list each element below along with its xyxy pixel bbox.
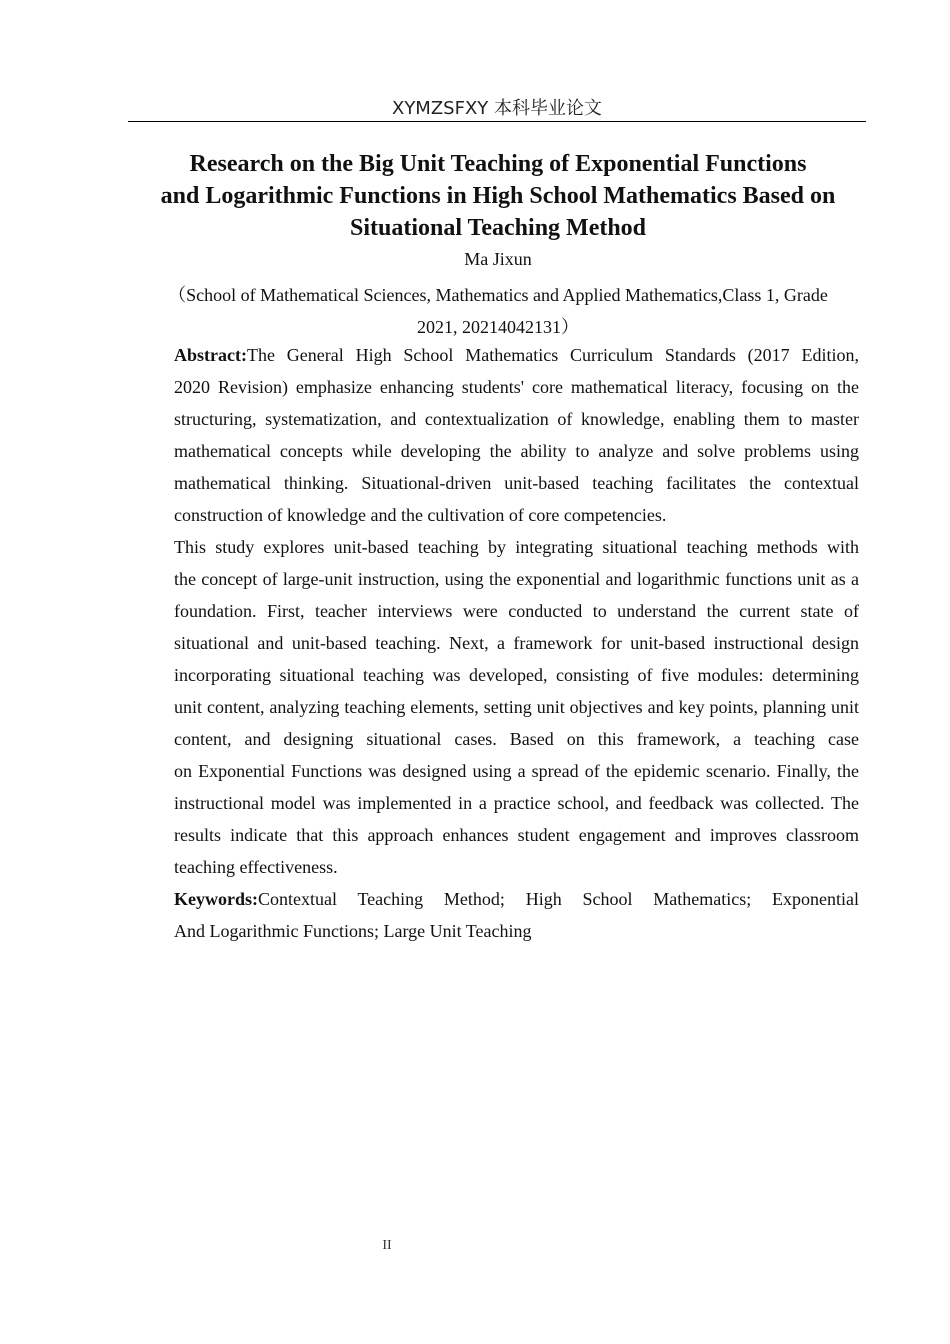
affiliation-line: 2021, 20214042131） xyxy=(417,317,579,337)
running-header-text: XYMZSFXY 本科毕业论文 xyxy=(391,98,602,119)
abstract-section xyxy=(136,339,859,947)
title-line: Research on the Big Unit Teaching of Exponential Functions xyxy=(189,151,807,177)
page-number: II xyxy=(382,1238,392,1253)
abstract-label: Abstract: xyxy=(174,345,247,365)
abstract-line: 2020 Revision) emphasize enhancing students' core mathematical literacy, focusing on the xyxy=(174,377,859,397)
paper-title xyxy=(136,148,860,244)
abstract-line xyxy=(136,339,859,371)
abstract-line: mathematical concepts while developing the ability to analyze and solve problems using xyxy=(174,441,859,461)
abstract-line: structuring, systematization, and contextualization of knowledge, enabling them to master xyxy=(174,409,859,429)
abstract-line: content, and designing situational cases. Based on this framework, a teaching case xyxy=(174,729,859,749)
author-affiliation xyxy=(136,279,860,343)
keywords-line xyxy=(136,883,859,915)
title-line: Situational Teaching Method xyxy=(349,215,647,241)
abstract-line: the concept of large-unit instruction, using the exponential and logarithmic functions unit as a xyxy=(174,569,859,589)
abstract-line: teaching effectiveness. xyxy=(174,857,338,877)
keywords-label: Keywords: xyxy=(174,889,258,909)
abstract-line: construction of knowledge and the cultivation of core competencies. xyxy=(174,505,667,525)
keywords-line-text: Contextual Teaching Method; High School Mathematics; Exponential xyxy=(258,889,859,909)
abstract-line: results indicate that this approach enhances student engagement and improves classroom xyxy=(174,825,859,845)
abstract-line: incorporating situational teaching was developed, consisting of five modules: determining xyxy=(174,665,859,685)
abstract-paragraph-1 xyxy=(136,339,859,531)
abstract-line-text: The General High School Mathematics Curriculum Standards (2017 Edition, xyxy=(246,345,859,365)
abstract-line: situational and unit-based teaching. Next, a framework for unit-based instructional design xyxy=(174,633,859,653)
title-line: and Logarithmic Functions in High School Mathematics Based on xyxy=(160,183,836,209)
abstract-line: instructional model was implemented in a practice school, and feedback was collected. The xyxy=(174,793,859,813)
abstract-line: foundation. First, teacher interviews were conducted to understand the current state of xyxy=(174,601,859,621)
running-header xyxy=(128,96,866,122)
abstract-line: on Exponential Functions was designed using a spread of the epidemic scenario. Finally, the xyxy=(174,761,859,781)
keywords-line: And Logarithmic Functions; Large Unit Teaching xyxy=(174,921,532,941)
abstract-line: This study explores unit-based teaching by integrating situational teaching methods with xyxy=(174,537,859,557)
affiliation-line: （School of Mathematical Sciences, Mathematics and Applied Mathematics,Class 1, Grade xyxy=(168,285,828,305)
author-name: Ma Jixun xyxy=(464,249,532,269)
abstract-paragraph-2 xyxy=(136,531,859,883)
abstract-line: unit content, analyzing teaching elements, setting unit objectives and key points, planning unit xyxy=(174,697,859,717)
abstract-line: mathematical thinking. Situational-driven unit-based teaching facilitates the contextual xyxy=(174,473,859,493)
keywords-paragraph xyxy=(136,883,859,947)
